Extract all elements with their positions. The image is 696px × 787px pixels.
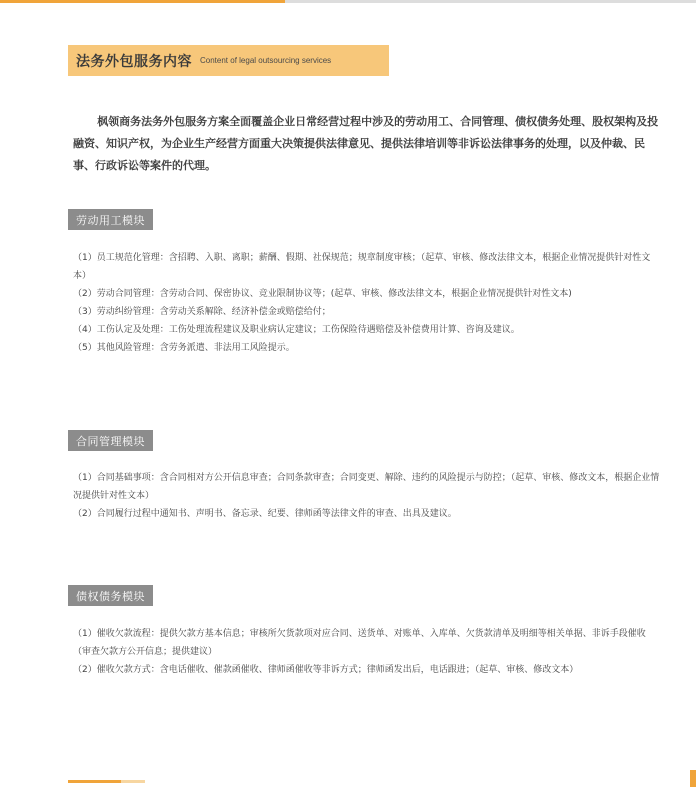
module-heading-contract: 合同管理模块 — [68, 430, 153, 451]
list-item: （4）工伤认定及处理：工伤处理流程建议及职业病认定建议；工伤保险待遇赔偿及补偿费用计算、咨询及建议。 — [73, 325, 520, 335]
bottom-accent-bar-light — [121, 780, 145, 783]
intro-paragraph: 枫领商务法务外包服务方案全面覆盖企业日常经营过程中涉及的劳动用工、合同管理、债权债务处理、股权架构及投融资、知识产权，为企业生产经营方面重大决策提供法律意见、提供法律培训等非诉讼法律事务的处理，以及仲裁、民事、行政诉讼等案件的代理。 — [73, 115, 659, 172]
list-item: （1）催收欠款流程：提供欠款方基本信息；审核所欠货款项对应合同、送货单、对账单、入库单、欠货款清单及明细等相关单据、非诉手段催收（审查欠款方公开信息；提供建议） — [73, 629, 646, 657]
list-item: （2）催收欠款方式：含电话催收、催款函催收、律师函催收等非诉方式；律师函发出后，电话跟进；（起草、审核、修改文本） — [73, 665, 579, 675]
module-list-debt — [73, 625, 663, 679]
section-title-cn: 法务外包服务内容 — [76, 53, 192, 70]
module-list-labor — [73, 249, 663, 357]
bottom-accent-bar — [68, 780, 121, 783]
list-item: （2）合同履行过程中通知书、声明书、备忘录、纪要、律师函等法律文件的审查、出具及建议。 — [73, 509, 457, 519]
list-item: （3）劳动纠纷管理：含劳动关系解除、经济补偿金或赔偿给付； — [73, 307, 331, 317]
module-list-contract — [73, 469, 663, 523]
module-heading-labor: 劳动用工模块 — [68, 209, 153, 230]
corner-accent — [690, 770, 696, 787]
module-heading-debt: 债权债务模块 — [68, 585, 153, 606]
list-item: （1）合同基础事项：含合同相对方公开信息审查；合同条款审查；合同变更、解除、违约的风险提示与防控；（起草、审核、修改文本，根据企业情况提供针对性文本） — [73, 473, 660, 501]
list-item: （1）员工规范化管理：含招聘、入职、离职；薪酬、假期、社保规范；规章制度审核；（起草、审核、修改法律文本，根据企业情况提供针对性文本） — [73, 253, 651, 281]
list-item: （5）其他风险管理：含劳务派遣、非法用工风险提示。 — [73, 343, 295, 353]
list-item: （2）劳动合同管理：含劳动合同、保密协议、竞业限制协议等；(起草、审核、修改法律文本，根据企业情况提供针对性文本) — [73, 289, 572, 299]
section-title-en: Content of legal outsourcing services — [200, 56, 332, 65]
top-divider — [285, 0, 696, 3]
top-accent-bar — [0, 0, 285, 3]
section-title-bar — [68, 45, 389, 76]
